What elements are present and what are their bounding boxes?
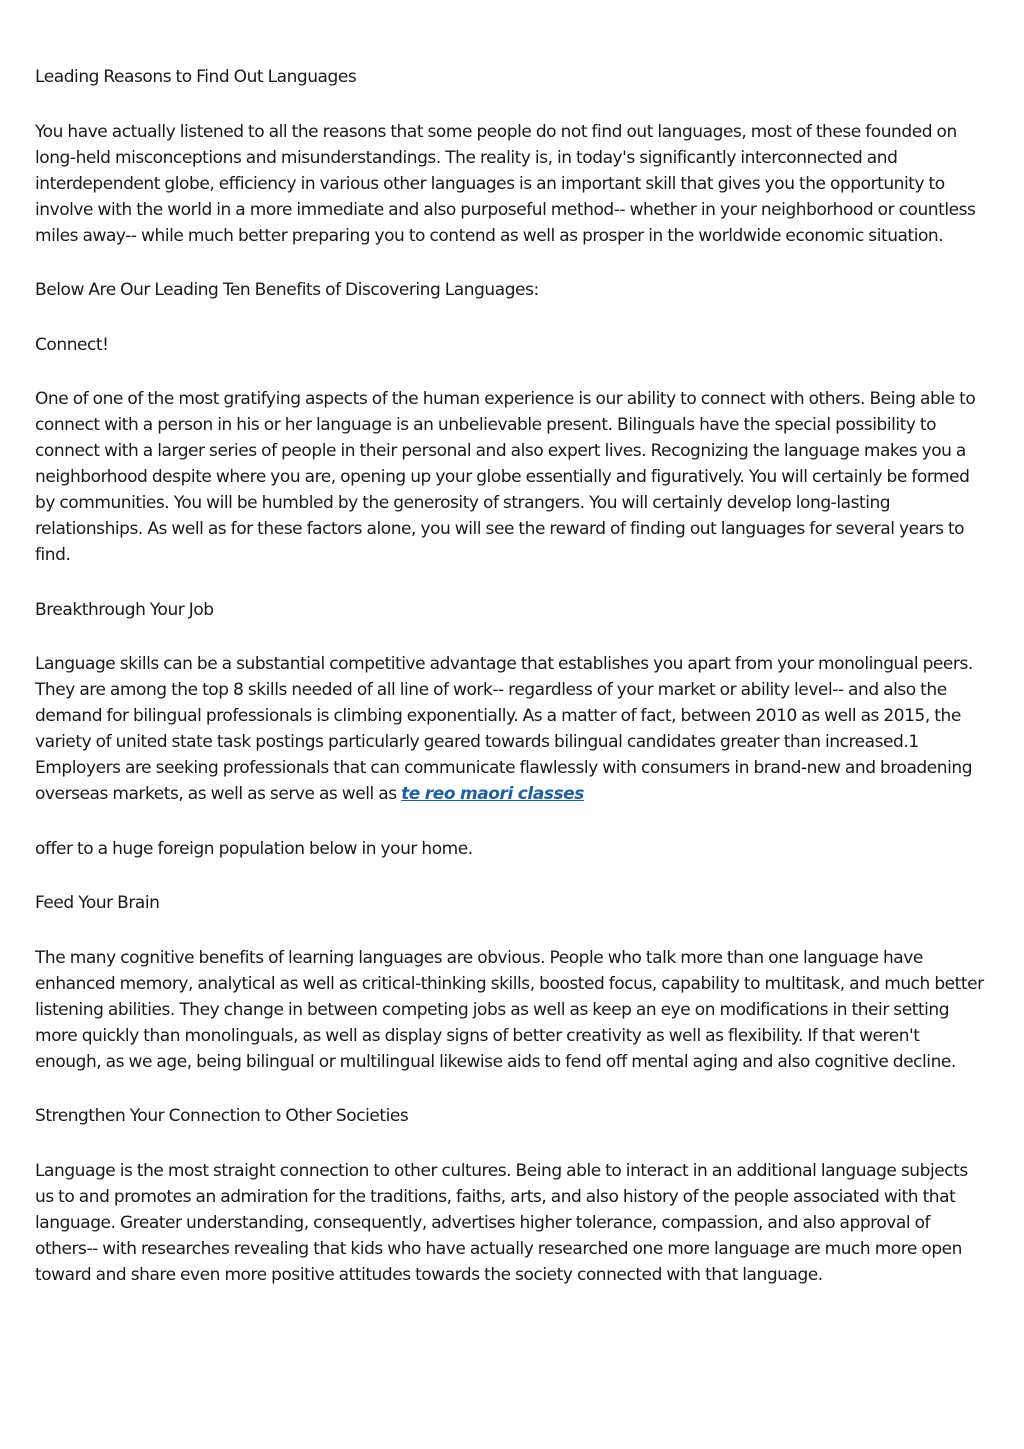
section-body-career (35, 651, 990, 807)
section-heading-connect: Connect! (35, 334, 109, 355)
section-heading-brain: Feed Your Brain (35, 893, 160, 913)
benefits-list-heading: Below Are Our Leading Ten Benefits of Discovering Languages: (35, 280, 539, 300)
section-heading-cultures: Strengthen Your Connection to Other Societies (35, 1106, 409, 1126)
section-body-cultures: Language is the most straight connection to other cultures. Being able to interact in an additional language subjects us to and promotes an admiration for the traditions, faiths, arts, and also history of the people associated with that language. Greater understanding, consequently, advertises higher tolerance, compassion, and also approval of others-- with researches revealing that kids who have actually researched one more language are much more open toward and share even more positive attitudes towards the society connected with that language. (35, 1160, 968, 1285)
intro-paragraph: You have actually listened to all the reasons that some people do not find out languages, most of these founded on long-held misconceptions and misunderstandings. The reality is, in today's significantly interconnected and interdependent globe, efficiency in various other languages is an important skill that gives you the opportunity to involve with the world in a more immediate and also purposeful method-- whether in your neighborhood or countless miles away-- while much better preparing you to contend as well as prosper in the worldwide economic situation. (35, 121, 976, 246)
section-body-career-text: Language skills can be a substantial competitive advantage that establishes you apart from your monolingual peers. They are among the top 8 skills needed of all line of work-- regardless of your market or ability level-- and also the demand for bilingual professionals is climbing exponentially. As a matter of fact, between 2010 as well as 2015, the variety of united state task postings particularly geared towards bilingual candidates greater than increased.1 Employers are seeking professionals that can communicate flawlessly with consumers in brand-new and broadening overseas markets, as well as serve as well as (35, 654, 973, 804)
section-body-connect: One of one of the most gratifying aspects of the human experience is our ability to connect with others. Being able to connect with a person in his or her language is an unbelievable present. Bilinguals have the special possibility to connect with a larger series of people in their personal and also expert lives. Recognizing the language makes you a neighborhood despite where you are, opening up your globe essentially and figuratively. You will certainly be formed by communities. You will be humbled by the generosity of strangers. You will certainly develop long-lasting relationships. As well as for these factors alone, you will see the reward of finding out languages for several years to find. (35, 389, 976, 565)
section-heading-career: Breakthrough Your Job (35, 599, 214, 620)
section-body-career-continued: offer to a huge foreign population below in your home. (35, 838, 473, 859)
te-reo-maori-classes-link[interactable]: te reo maori classes (401, 784, 584, 804)
section-body-brain: The many cognitive benefits of learning languages are obvious. People who talk more than one language have enhanced memory, analytical as well as critical-thinking skills, boosted focus, capability to multitask, and much better listening abilities. They change in between competing jobs as well as keep an eye on modifications in their setting more quickly than monolinguals, as well as display signs of better creativity as well as flexibility. If that weren't enough, as we age, being bilingual or multilingual likewise aids to fend off mental aging and also cognitive decline. (35, 947, 984, 1072)
document-title: Leading Reasons to Find Out Languages (35, 67, 357, 87)
document-body (35, 64, 990, 1288)
